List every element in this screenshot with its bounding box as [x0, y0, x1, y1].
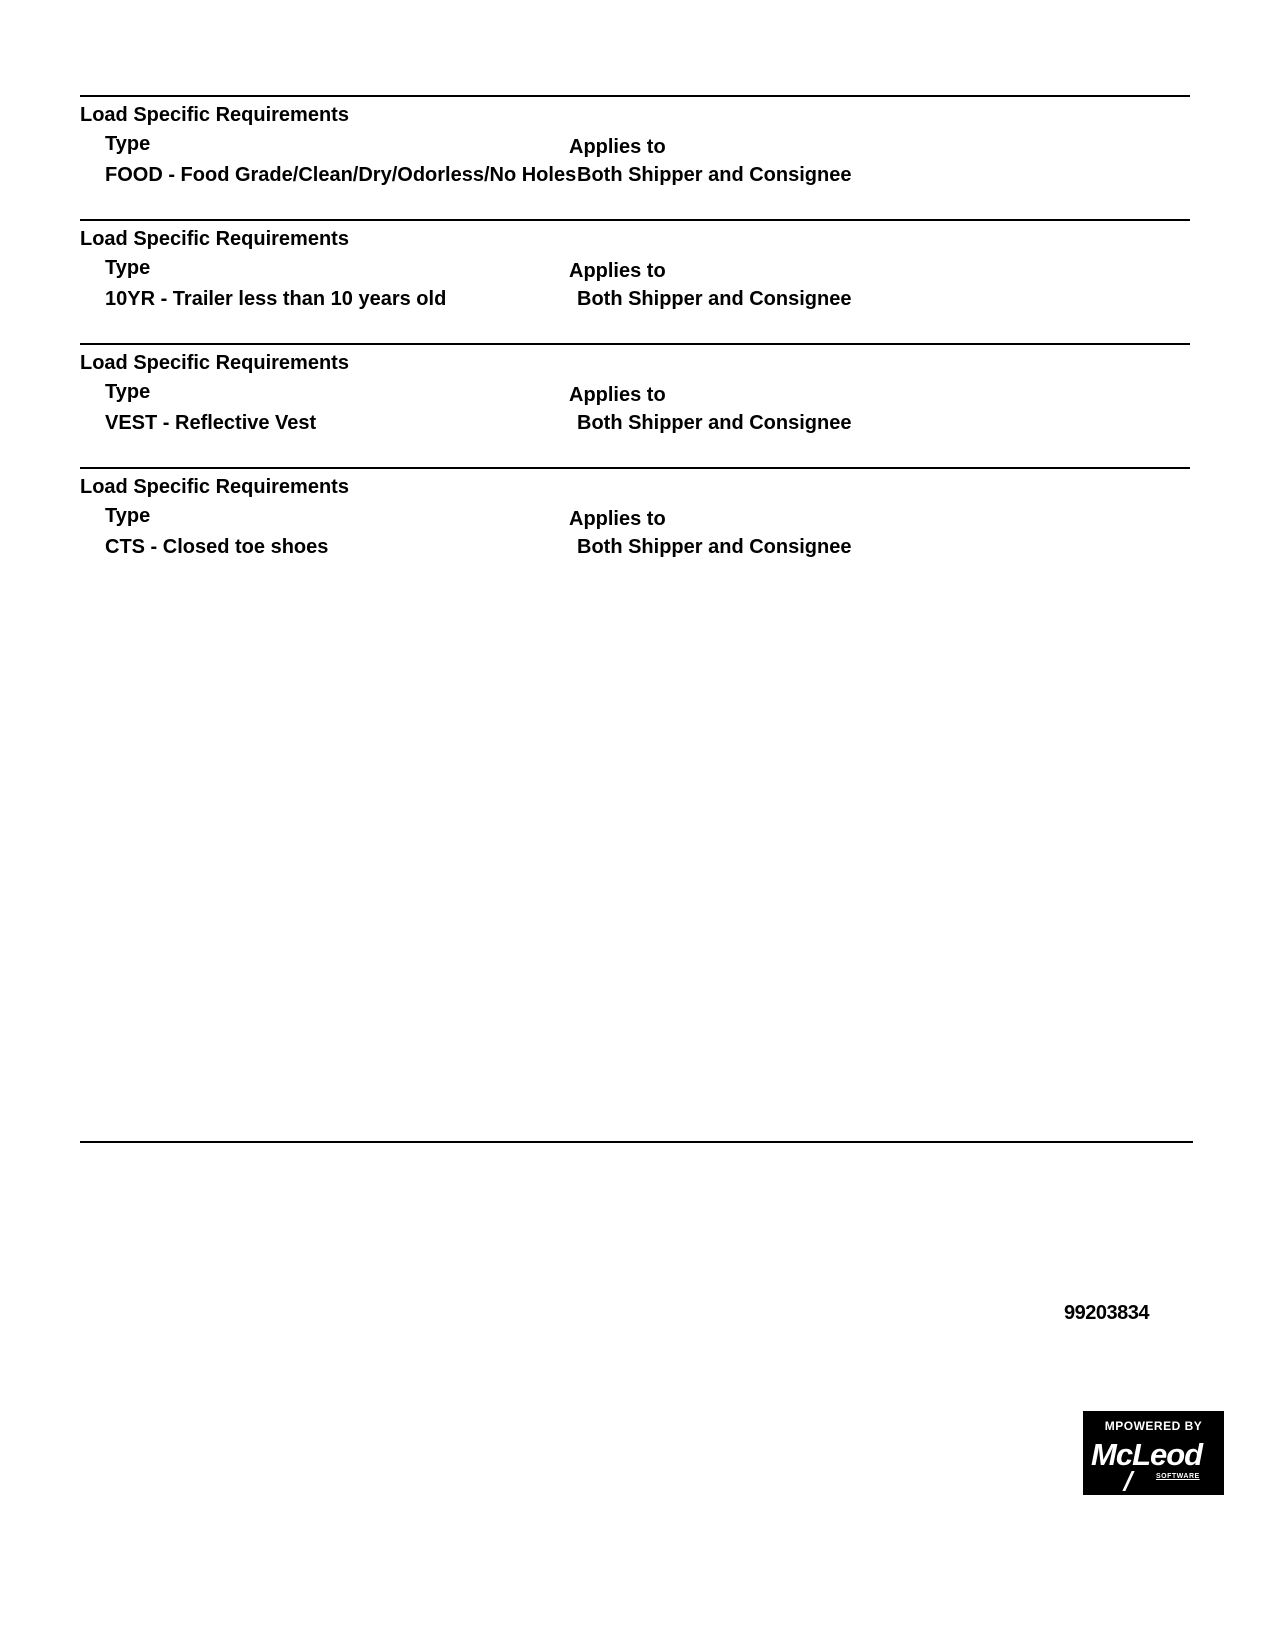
type-value: 10YR - Trailer less than 10 years old [105, 288, 447, 310]
section-divider [80, 95, 1190, 97]
type-label: Type [105, 257, 151, 279]
applies-to-value: Both Shipper and Consignee [577, 412, 852, 434]
logo-slash-icon [1122, 1471, 1134, 1491]
logo-tagline: MPOWERED BY [1104, 1419, 1203, 1433]
section-heading: Load Specific Requirements [80, 476, 349, 498]
footer-divider [80, 1141, 1193, 1143]
section-divider [80, 219, 1190, 221]
requirement-section-vest [80, 343, 1190, 463]
section-heading: Load Specific Requirements [80, 228, 349, 250]
type-value: FOOD - Food Grade/Clean/Dry/Odorless/No Holes [105, 164, 577, 186]
type-label: Type [105, 133, 151, 155]
section-heading: Load Specific Requirements [80, 104, 349, 126]
mcleod-logo [1083, 1411, 1224, 1495]
section-divider [80, 343, 1190, 345]
applies-to-label: Applies to [569, 260, 666, 282]
type-value: CTS - Closed toe shoes [105, 536, 329, 558]
logo-subtext: SOFTWARE [1156, 1473, 1200, 1480]
requirement-section-food [80, 95, 1190, 215]
requirement-section-10yr [80, 219, 1190, 339]
requirement-section-cts [80, 467, 1190, 587]
applies-to-label: Applies to [569, 384, 666, 406]
type-value: VEST - Reflective Vest [105, 412, 317, 434]
applies-to-label: Applies to [569, 136, 666, 158]
applies-to-value: Both Shipper and Consignee [577, 536, 852, 558]
applies-to-value: Both Shipper and Consignee [577, 288, 852, 310]
applies-to-label: Applies to [569, 508, 666, 530]
type-label: Type [105, 381, 151, 403]
document-number: 99203834 [1064, 1302, 1149, 1324]
section-heading: Load Specific Requirements [80, 352, 349, 374]
logo-brand: McLeod [1091, 1437, 1203, 1472]
section-divider [80, 467, 1190, 469]
applies-to-value: Both Shipper and Consignee [577, 164, 852, 186]
type-label: Type [105, 505, 151, 527]
